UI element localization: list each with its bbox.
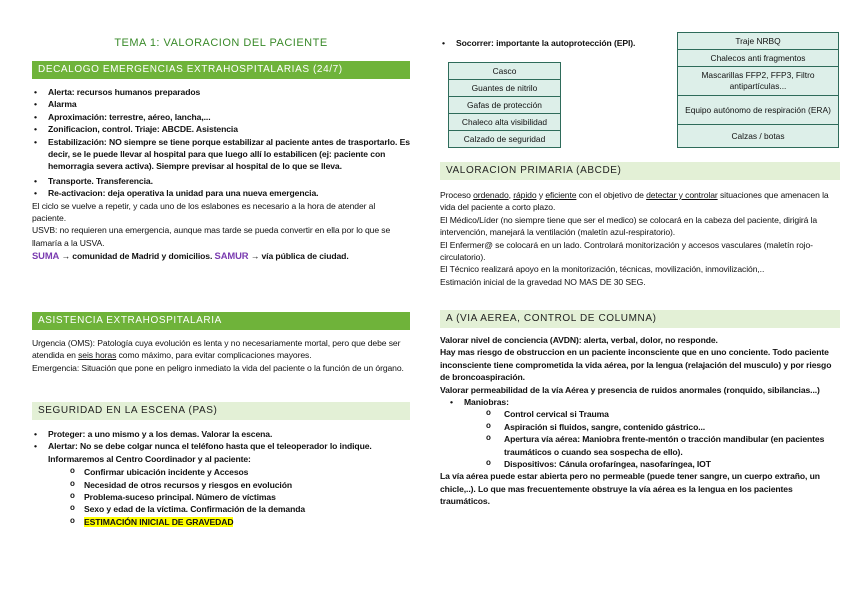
sublist-item: o Confirmar ubicación incidente y Accesos — [32, 466, 410, 478]
text-span: Proceso — [440, 190, 474, 200]
list-item: • Proteger: a uno mismo y a los demas. Valorar la escena. — [32, 428, 410, 440]
section-header-via-aerea: A (VIA AEREA, CONTROL DE COLUMNA) — [440, 310, 840, 328]
list-item: • Alarma — [32, 98, 410, 110]
epi-cell: Mascarillas FFP2, FFP3, Filtro antipartículas... — [678, 67, 838, 96]
epi-cell: Chalecos anti fragmentos — [678, 50, 838, 67]
sublist-item: o Dispositivos: Cánula orofaríngea, nasofaríngea, IOT — [440, 458, 840, 470]
list-item: • Zonificacion, control. Triaje: ABCDE. Asistencia — [32, 123, 410, 135]
epi-cell: Traje NRBQ — [678, 33, 838, 50]
decalogo-section — [32, 86, 410, 263]
epi-cell: Guantes de nitrilo — [449, 80, 560, 97]
epi-cell: Equipo autónomo de respiración (ERA) — [678, 96, 838, 125]
urgencia-text-b: como máximo, para evitar complicaciones mayores. — [116, 350, 312, 361]
sublist-item: o Problema-suceso principal. Número de víctimas — [32, 491, 410, 503]
suma-text: → comunidad de Madrid y domicilios. — [61, 251, 213, 262]
urgencia-underlined: seis horas — [78, 350, 117, 361]
list-item: • Estabilización: NO siempre se tiene porque estabilizar al paciente antes de trasportarlo. Es decir, se le puede llevar al hospital para que luego allí lo estabilicen (ej: paciente con hemorragia severa activa). Siempre previsar al hospital de lo que se lleva. — [32, 136, 410, 173]
epi-cell: Casco — [449, 63, 560, 80]
seguridad-section — [32, 428, 410, 528]
list-item: • Aproximación: terrestre, aéreo, lancha,... — [32, 111, 410, 123]
seguridad-sublist — [32, 466, 410, 528]
socorrer-line — [440, 37, 660, 49]
list-item: • Re-activacion: deja operativa la unidad para una nueva emergencia. — [32, 187, 410, 199]
epi-cell: Calzado de seguridad — [449, 131, 560, 147]
sublist-item: o Apertura vía aérea: Maniobra frente-mentón o tracción mandibular (en pacientes traumáticos o cuando sea sospecha de ello). — [440, 433, 840, 458]
sublist-item-highlighted — [32, 516, 410, 528]
underlined-word: detectar y controlar — [646, 190, 718, 200]
epi-cell: Gafas de protección — [449, 97, 560, 114]
paragraph-conciencia: Valorar nivel de conciencia (AVDN): alerta, verbal, dolor, no responde. — [440, 335, 718, 345]
text-span: situaciones que amenacen la vida del paciente a corto plazo. — [440, 190, 829, 213]
text-span: , — [508, 190, 514, 200]
samur-label: SAMUR — [214, 250, 249, 262]
maniobras-sublist — [440, 408, 840, 470]
text-span: y — [536, 190, 546, 200]
paragraph-proceso — [440, 189, 840, 214]
paragraph-ciclo: El ciclo se vuelve a repetir, y cada uno de los eslabones es necesario a la hora de atender al paciente. — [32, 200, 376, 224]
underlined-word: rápido — [513, 190, 537, 200]
paragraph-medico: El Médico/Líder (no siempre tiene que ser el medico) se colocará en la cabeza del paciente, dirigirá la intervención, manejará la ventilación (maletín azul-respiratorio). — [440, 214, 818, 238]
samur-text: → vía pública de ciudad. — [250, 251, 349, 262]
underlined-word: ordenado — [473, 190, 509, 200]
paragraph-permeable: La vía aérea puede estar abierta pero no permeable (puede tener sangre, un cuerpo extraño, un chicle,..). Lo que mas frecuentemente obstruye la vía aérea es la lengua en los pacientes traumáticos. — [440, 471, 820, 507]
via-aerea-section — [440, 334, 840, 508]
section-header-decalogo: DECALOGO EMERGENCIAS EXTRAHOSPITALARIAS (24/7) — [32, 61, 410, 79]
list-item: • Alertar: No se debe colgar nunca el teléfono hasta que el teleoperador lo indique. Informaremos al Centro Coordinador y al paciente: — [32, 440, 410, 465]
sublist-item: o Necesidad de otros recursos y riesgos en evolución — [32, 479, 410, 491]
urgencia-text-a: Urgencia (OMS): Patología cuya evolución es lenta y no necesariamente mortal, pero que debe ser atendida en — [32, 338, 401, 361]
epi-cell: Chaleco alta visibilidad — [449, 114, 560, 131]
section-header-asistencia: ASISTENCIA EXTRAHOSPITALARIA — [32, 312, 410, 330]
suma-label: SUMA — [32, 250, 60, 262]
section-header-primaria: VALORACION PRIMARIA (ABCDE) — [440, 162, 840, 180]
paragraph-estimacion: Estimación inicial de la gravedad NO MAS DE 30 SEG. — [440, 276, 646, 287]
epi-table-left — [448, 62, 561, 148]
text-span: con el objetivo de — [576, 190, 647, 200]
suma-samur-line — [32, 250, 410, 262]
list-item: • Alerta: recursos humanos preparados — [32, 86, 410, 98]
seguridad-list — [32, 428, 410, 465]
paragraph-urgencia — [32, 337, 410, 362]
list-item-maniobras: • Maniobras: — [448, 396, 840, 408]
paragraph-permeabilidad: Valorar permeabilidad de la vía Aérea y presencia de ruidos anormales (ronquido, sibilancias...) — [440, 384, 820, 395]
primaria-section — [440, 189, 840, 288]
sublist-item: o Sexo y edad de la víctima. Confirmación de la demanda — [32, 503, 410, 515]
paragraph-emergencia: Emergencia: Situación que pone en peligro inmediato la vida del paciente o la función de un órgano. — [32, 362, 404, 373]
sublist-item: o Aspiración si fluidos, sangre, contenido gástrico... — [440, 421, 840, 433]
paragraph-usvb: USVB: no requieren una emergencia, aunque mas tarde se pueda convertir en ella por lo que se llamaría a la USVA. — [32, 225, 391, 248]
list-item: • Transporte. Transferencia. — [32, 175, 410, 187]
decalogo-list — [32, 86, 410, 200]
paragraph-enfermero: El Enfermer@ se colocará en un lado. Controlará monitorización y accesos vasculares (maletín rojo-circulatorio). — [440, 239, 813, 263]
epi-table-right — [677, 32, 839, 148]
epi-cell: Calzas / botas — [678, 125, 838, 147]
sublist-item: o Control cervical si Trauma — [440, 408, 840, 420]
paragraph-obstruccion: Hay mas riesgo de obstruccion en un paciente inconsciente que en uno conciente. Todo paciente inconsciente tiene comprometida la vida aérea, por la lengua (relajación del musculo) y por riesgo de broncoaspiración. — [440, 347, 832, 383]
asistencia-section — [32, 337, 410, 374]
section-header-seguridad: SEGURIDAD EN LA ESCENA (PAS) — [32, 402, 410, 420]
page-title: TEMA 1: VALORACION DEL PACIENTE — [114, 37, 328, 49]
highlight-gravedad: ESTIMACIÓN INICIAL DE GRAVEDAD — [84, 516, 234, 527]
underlined-word: eficiente — [545, 190, 577, 200]
list-item: • Socorrer: importante la autoprotección (EPI). — [440, 37, 660, 49]
paragraph-tecnico: El Técnico realizará apoyo en la monitorización, técnicas, movilización, inmovilización,.. — [440, 264, 765, 275]
